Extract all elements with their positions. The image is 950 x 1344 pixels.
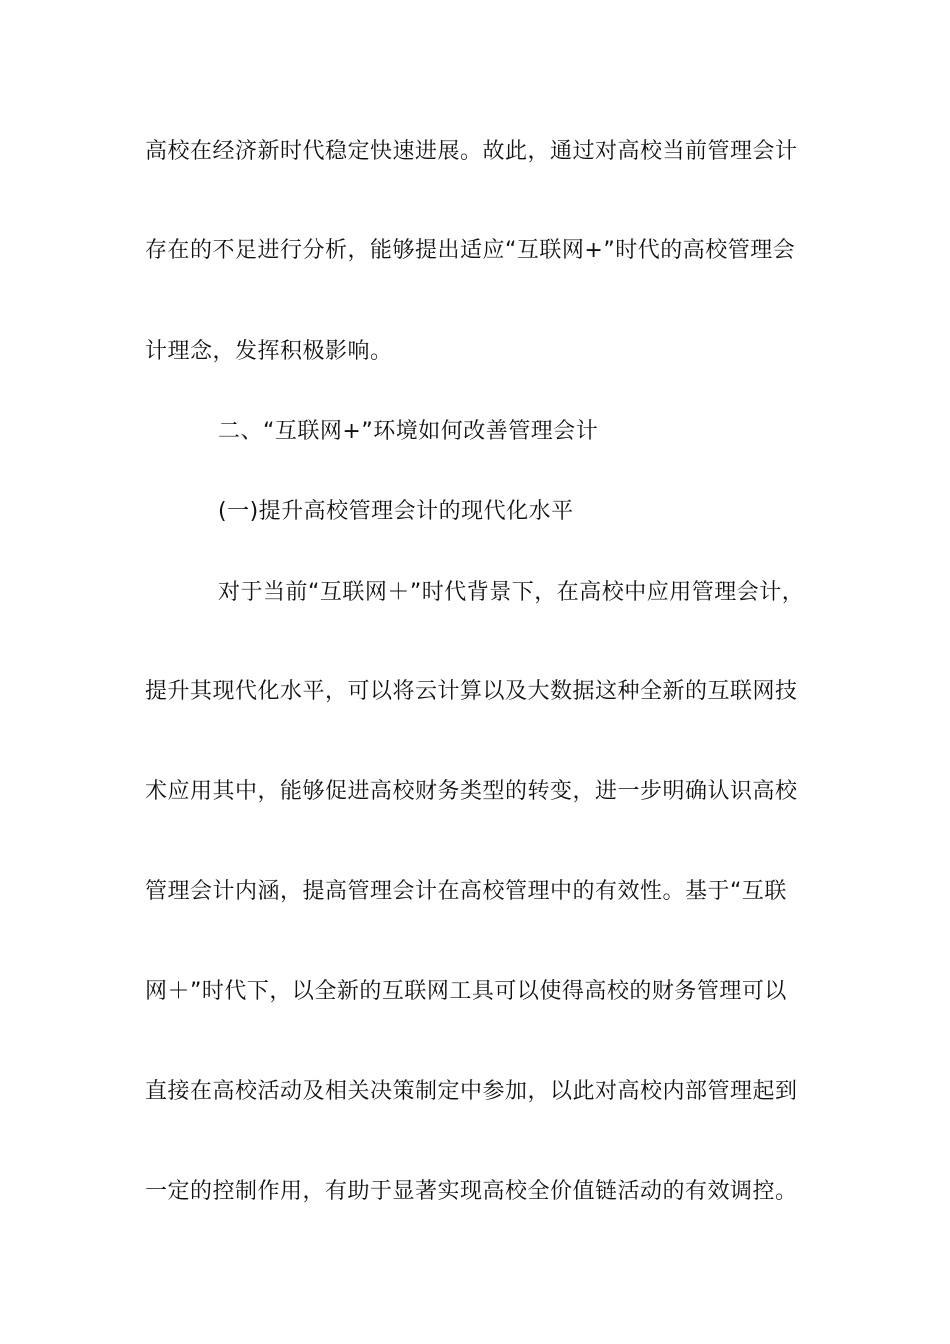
paragraph-line: 计理念，发挥积极影响。 xyxy=(145,339,393,364)
section-heading: 二、“互联网+”环境如何改善管理会计 xyxy=(218,419,599,444)
paragraph-line: 直接在高校活动及相关决策制定中参加，以此对高校内部管理起到 xyxy=(145,1079,798,1104)
paragraph-line: 高校在经济新时代稳定快速进展。故此，通过对高校当前管理会计 xyxy=(145,139,798,164)
paragraph-line: 提升其现代化水平，可以将云计算以及大数据这种全新的互联网技 xyxy=(145,679,798,704)
paragraph-line: 术应用其中，能够促进高校财务类型的转变，进一步明确认识高校 xyxy=(145,779,798,804)
paragraph-line: 存在的不足进行分析，能够提出适应“互联网+”时代的高校管理会 xyxy=(145,238,796,263)
subsection-heading: (一)提升高校管理会计的现代化水平 xyxy=(218,499,574,524)
paragraph-line: 对于当前“互联网＋”时代背景下，在高校中应用管理会计， xyxy=(218,580,805,605)
paragraph-line: 管理会计内涵，提高管理会计在高校管理中的有效性。基于“互联 xyxy=(145,879,787,904)
paragraph-line: 一定的控制作用，有助于显著实现高校全价值链活动的有效调控。 xyxy=(145,1179,798,1204)
paragraph-line: 网＋”时代下，以全新的互联网工具可以使得高校的财务管理可以 xyxy=(145,979,787,1004)
